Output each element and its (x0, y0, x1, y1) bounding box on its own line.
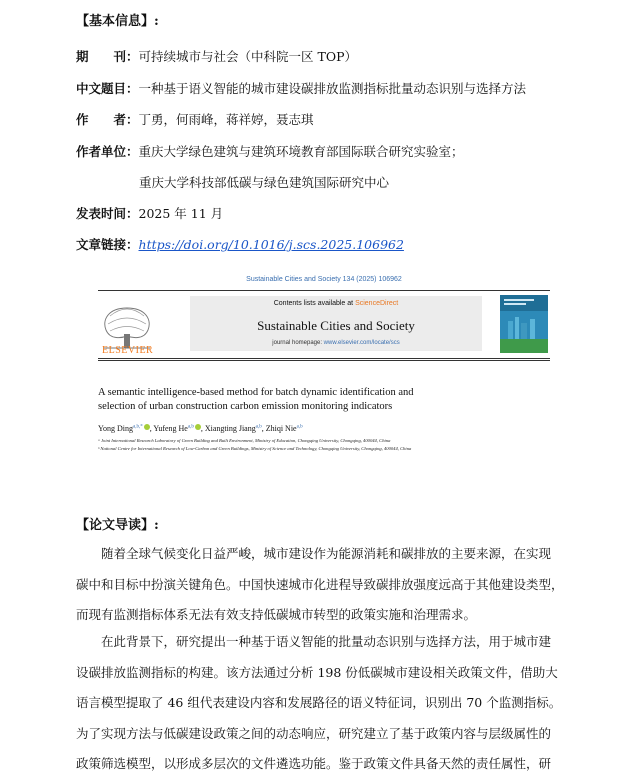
text-line: 在此背景下，研究提出一种基于语义智能的批量动态识别与选择方法，用于城市建 (101, 634, 552, 649)
info-label: 中文题目： (76, 81, 139, 96)
divider (98, 358, 550, 359)
author-name: Yong Ding (98, 424, 133, 433)
paper-authors: Yong Ding$^{a,b,*}$ , Yufeng He$^{a,b}$ , Xiangting Jiang$^{a,b}$, Zhiqi Nie$^{a,b}$ (98, 424, 303, 433)
journal-citation-line: Sustainable Cities and Society 134 (2025) 106962 (246, 276, 402, 283)
affiliation-a: ᵃ Joint International Research Laboratory of Green Building and Built Environment, Ministry of Education, Chongqing University, Chongqing, 400044, China (98, 438, 391, 443)
info-label: 发表时间： (76, 206, 139, 221)
info-value: 一种基于语义智能的城市建设碳排放监测指标批量动态识别与选择方法 (138, 81, 527, 96)
contents-line: Contents lists available at ScienceDirect (273, 300, 399, 307)
journal-cover-image-icon (500, 295, 548, 353)
text-line: 随着全球气候变化日益严峻，城市建设作为能源消耗和碳排放的主要来源，在实现 (101, 546, 552, 561)
orcid-icon[interactable] (144, 424, 150, 430)
info-value: 2025 年 11 月 (138, 206, 224, 221)
text-line: 碳中和目标中扮演关键角色。中国快速城市化进程导致碳排放强度远高于其他建设类型， (76, 576, 564, 592)
text-line: 政策筛选模型，以形成多层次的文件遴选功能。鉴于政策文件具备天然的责任属性，研 (76, 756, 552, 771)
info-row-date (76, 204, 223, 222)
guide-paragraph-2 (76, 627, 576, 780)
divider (98, 360, 550, 361)
info-row-cn-title (76, 79, 526, 97)
info-value: 重庆大学绿色建筑与建筑环境教育部国际联合研究实验室； (138, 144, 464, 159)
basic-info-heading: 【基本信息】: (76, 14, 159, 29)
paper-header-image (98, 268, 550, 464)
paper-title: A semantic intelligence-based method for batch dynamic identification and selection of urban construction carbon emission monitoring indicators (98, 387, 414, 412)
text-line: 设碳排放监测指标的构建。该方法通过分析 198 份低碳城市建设相关政策文件，借助大 (76, 664, 558, 680)
info-label: 作 者： (76, 112, 139, 127)
info-row-affiliation-2 (139, 173, 389, 191)
homepage-link[interactable]: www.elsevier.com/locate/scs (323, 340, 400, 346)
text-line: 而现有监测指标体系无法有效支持低碳城市转型的政策实施和治理需求。 (76, 607, 477, 622)
text-line: 为了实现方法与低碳建设政策之间的动态响应，研究建立了基于政策内容与层级属性的 (76, 725, 552, 741)
info-value: 可持续城市与社会（中科院一区 TOP） (138, 49, 357, 64)
journal-banner (190, 296, 482, 351)
info-row-authors (76, 110, 314, 128)
info-row-journal (76, 47, 357, 65)
orcid-icon[interactable] (195, 424, 201, 430)
author-name: Xiangting Jiang (204, 424, 256, 433)
affiliation-b: ᵇ National Centre for International Research of Low-Carbon and Green Buildings, Ministry of Science and Technology, Chongqing University, Chongqing, 400044, China (98, 446, 412, 451)
divider (98, 290, 550, 291)
info-row-affiliation (76, 142, 464, 160)
text-line: 语言模型提取了 46 组代表建设内容和发展路径的语义特征词，识别出 70 个监测指标。 (76, 695, 562, 710)
info-row-link (76, 235, 404, 253)
author-name: Zhiqi Nie (265, 424, 297, 433)
info-value: 丁勇，何雨峰，蒋祥婷，聂志琪 (138, 112, 314, 127)
info-label: 文章链接： (76, 237, 139, 252)
info-label: 作者单位： (76, 144, 139, 159)
guide-heading: 【论文导读】: (76, 518, 159, 533)
author-name: Yufeng He (153, 424, 188, 433)
info-value: 重庆大学科技部低碳与绿色建筑国际研究中心 (139, 175, 390, 190)
journal-title: Sustainable Cities and Society (257, 318, 415, 333)
info-label: 期 刊： (76, 49, 139, 64)
journal-homepage: journal homepage: www.elsevier.com/locate/scs (272, 340, 400, 346)
sciencedirect-link[interactable]: ScienceDirect (355, 300, 399, 307)
elsevier-wordmark: ELSEVIER (102, 345, 154, 356)
guide-paragraph-1 (76, 539, 576, 631)
doi-link[interactable]: https://doi.org/10.1016/j.scs.2025.106962 (138, 237, 404, 252)
